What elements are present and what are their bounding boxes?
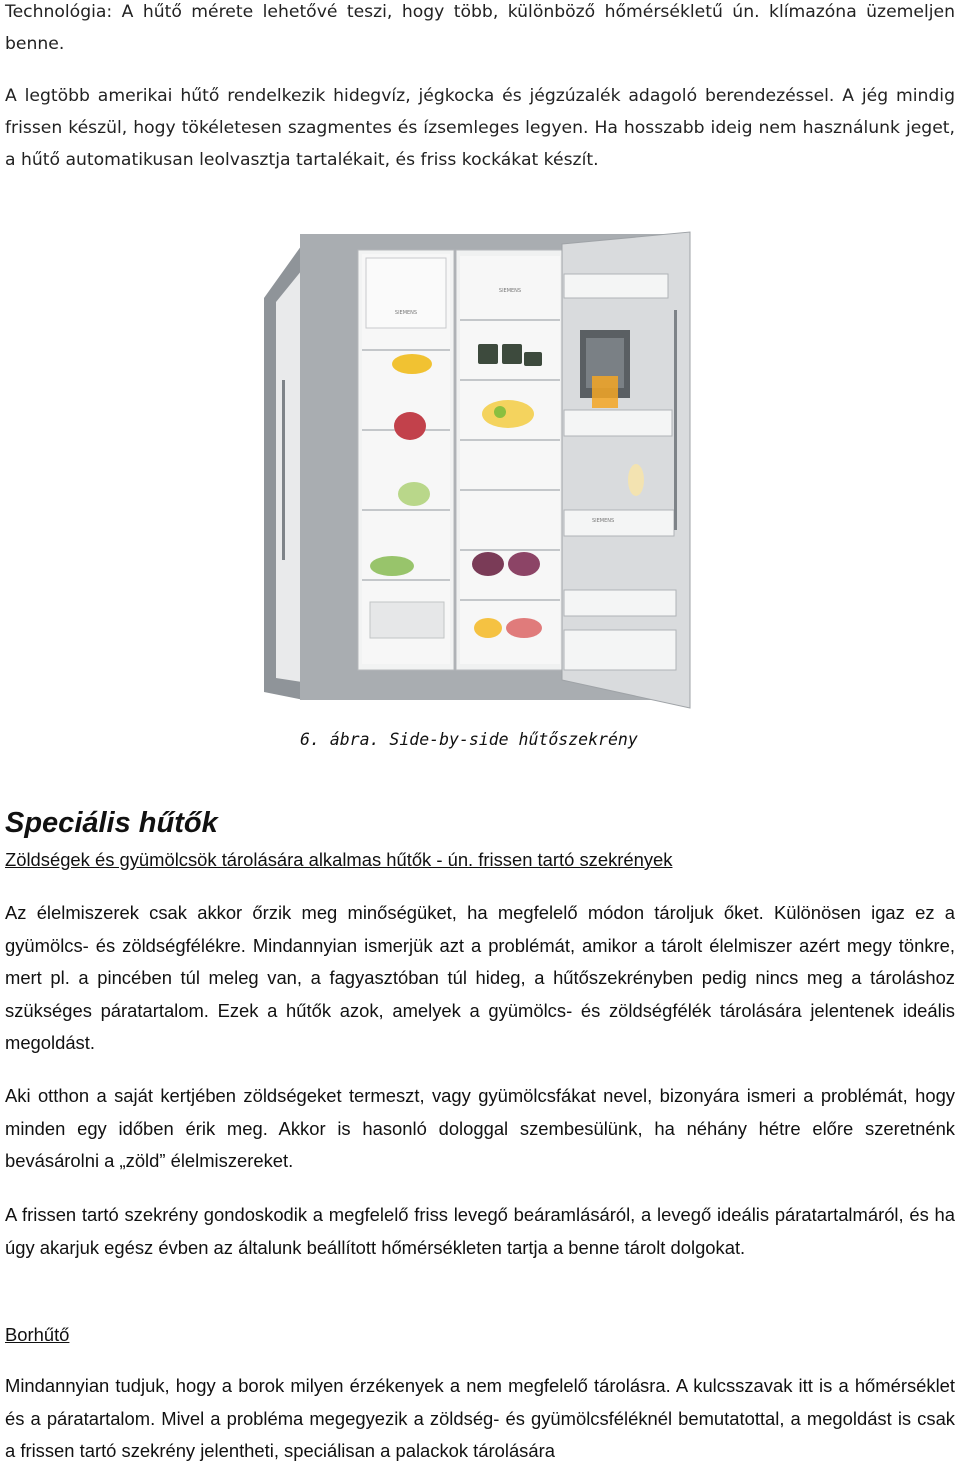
subheading-wine-cooler: Borhűtő xyxy=(5,1324,70,1345)
paragraph-wine-storage: Mindannyian tudjuk, hogy a borok milyen érzékenyek a nem megfelelő tárolásra. A kulcsszavak itt is a hőmérséklet és a páratartalom. Mivel a probléma megegyezik a zöldség- és gyümölcsféléknél bemutatottal, a megoldást is csak a frissen tartó szekrény jelentheti, speciálisan a palackok tárolására xyxy=(5,1375,955,1461)
subheading-fresh-keeping: Zöldségek és gyümölcsök tárolására alkalmas hűtők - ún. frissen tartó szekrények xyxy=(5,849,673,870)
paragraph-fresh-cabinet: A frissen tartó szekrény gondoskodik a megfelelő friss levegő beáramlásáról, a levegő ideális páratartalmáról, és ha úgy akarjuk egész évben az általunk beállított hőmérsékleten tartja a benne tárolt dolgokat. xyxy=(5,1204,955,1258)
figure-caption: 6. ábra. Side-by-side hűtőszekrény xyxy=(300,730,638,749)
section-title: Speciális hűtők xyxy=(5,807,218,839)
brand-right-label: SIEMENS xyxy=(498,288,522,294)
paragraph-food-quality: Az élelmiszerek csak akkor őrzik meg minőségüket, ha megfelelő módon tároljuk őket. Különösen igaz ez a gyümölcs- és zöldségfélékre. Mindannyian ismerjük azt a problémát, amikor a tárolt élelmiszer azért megy tönkre, mert pl. a pincében túl meleg van, a fagyasztóban túl hideg, a hűtőszekrényben pedig nincs meg a tároláshoz szükséges páratartalom. Ezek a hűtők azok, amelyek a gyümölcs- és zöldségfélék tárolására jelentenek ideális megoldást. xyxy=(5,902,955,1053)
paragraph-technology: Technológia: A hűtő mérete lehetővé teszi, hogy több, különböző hőmérsékletű ún. klímazóna üzemeljen benne. xyxy=(5,2,955,54)
brand-left-label: SIEMENS xyxy=(394,310,418,316)
paragraph-garden-harvest: Aki otthon a saját kertjében zöldségeket termeszt, vagy gyümölcsfákat nevel, bizonyára ismeri a problémát, hogy minden egy időben érik meg. Akkor is hasonló dologgal szembesülünk, ha néhány hétre előre szeretnénk bevásárolni a „zöld” élelmiszereket. xyxy=(5,1085,955,1171)
side-by-side-fridge-image xyxy=(262,230,692,710)
paragraph-american-fridges: A legtöbb amerikai hűtő rendelkezik hidegvíz, jégkocka és jégzúzalék adagoló berendezéssel. A jég mindig frissen készül, hogy tökéletesen szagmentes és ízsemleges legyen. Ha hosszabb ideig nem használunk jeget, a hűtő automatikusan leolvasztja tartalékait, és friss kockákat készít. xyxy=(5,86,955,170)
brand-door-label: SIEMENS xyxy=(592,518,615,524)
